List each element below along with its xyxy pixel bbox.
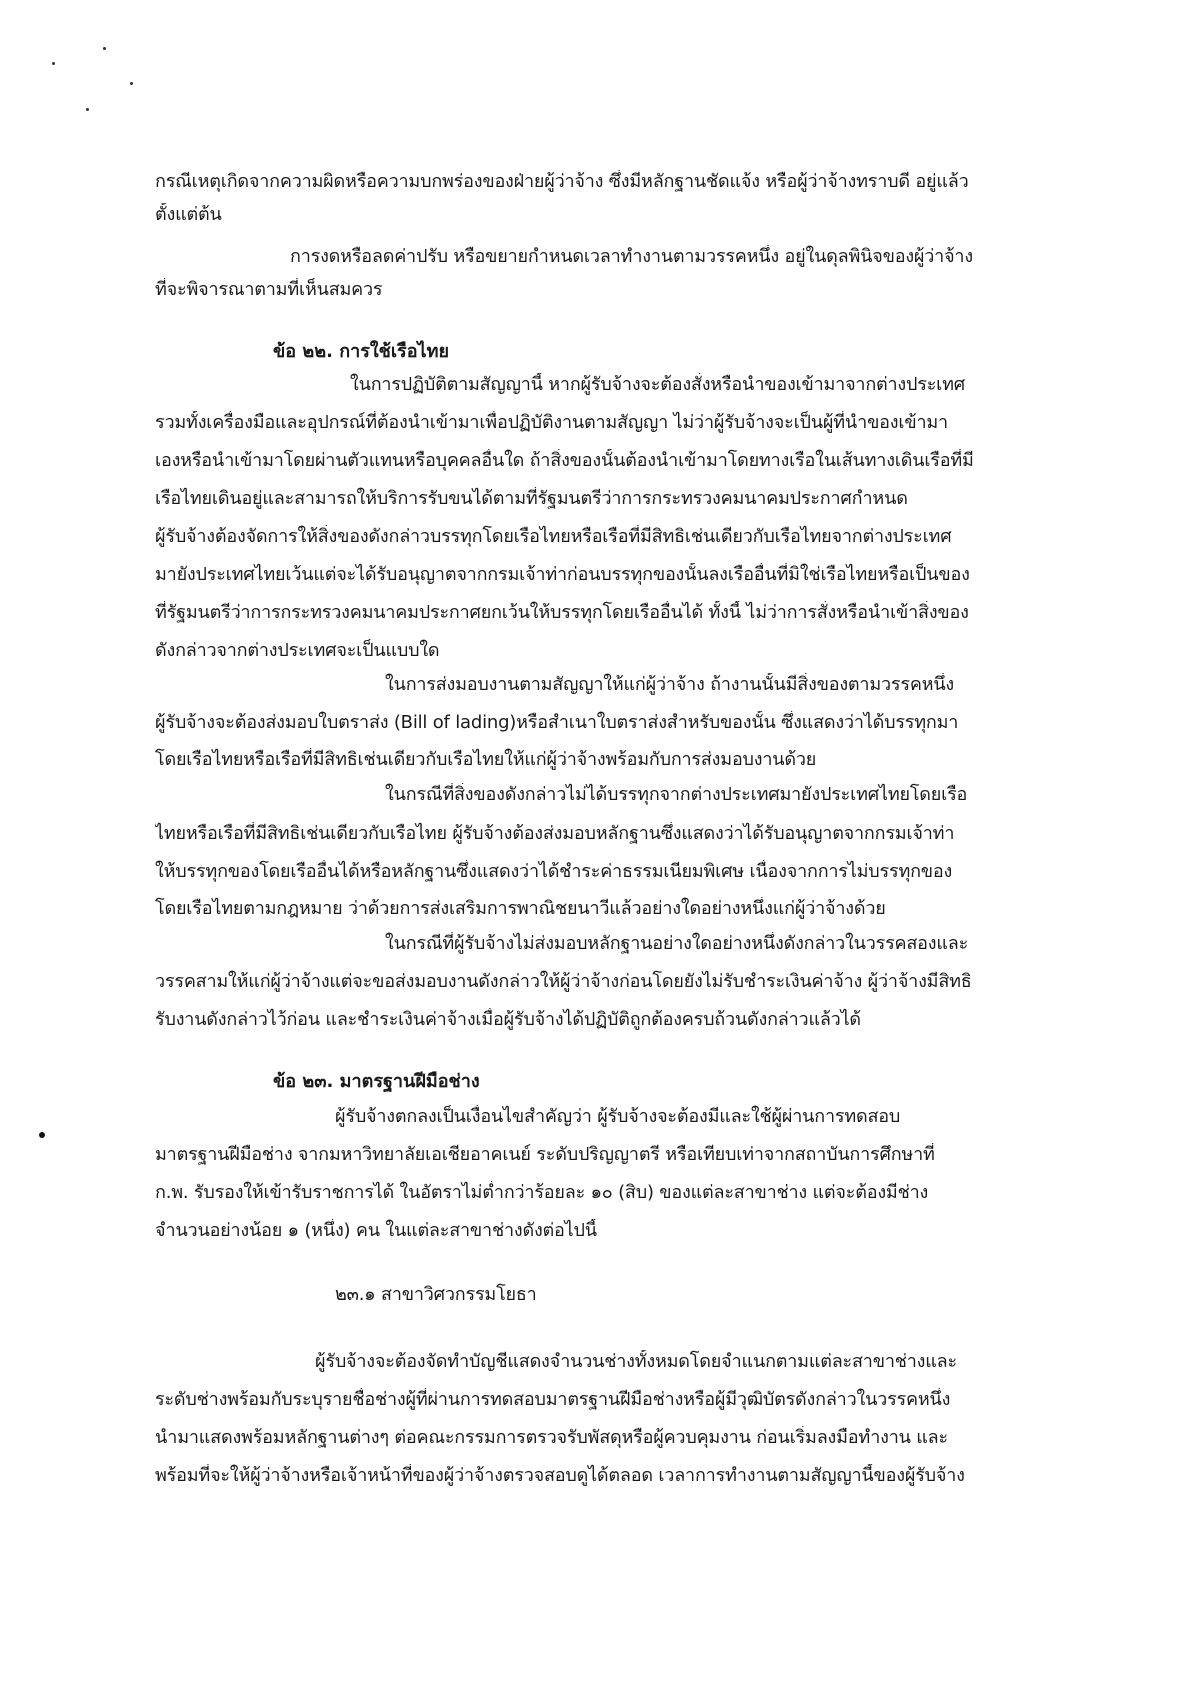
section-23-line: ผู้รับจ้างตกลงเป็นเงื่อนไขสำคัญว่า ผู้รับจ้างจะต้องมีและใช้ผู้ผ่านการทดสอบ bbox=[335, 1106, 901, 1127]
section-23-line: จำนวนอย่างน้อย ๑ (หนึ่ง) คน ในแต่ละสาขาช่างดังต่อไปนี้ bbox=[155, 1220, 597, 1241]
section-23-closing-line: พร้อมที่จะให้ผู้ว่าจ้างหรือเจ้าหน้าที่ของผู้ว่าจ้างตรวจสอบดูได้ตลอด เวลาการทำงานตามสัญญานี้ของผู้รับจ้าง bbox=[155, 1465, 965, 1486]
section-22-line: ในกรณีที่ผู้รับจ้างไม่ส่งมอบหลักฐานอย่างใดอย่างหนึ่งดังกล่าวในวรรคสองและ bbox=[385, 933, 969, 954]
section-23-closing-line: ผู้รับจ้างจะต้องจัดทำบัญชีแสดงจำนวนช่างทั้งหมดโดยจำแนกตามแต่ละสาขาช่างและ bbox=[315, 1351, 957, 1372]
scan-speck bbox=[103, 47, 106, 50]
section-22-line: รับงานดังกล่าวไว้ก่อน และชำระเงินค่าจ้างเมื่อผู้รับจ้างได้ปฏิบัติถูกต้องครบถ้วนดังกล่าวแล้วได้ bbox=[155, 1009, 861, 1030]
section-22-line: มายังประเทศไทยเว้นแต่จะได้รับอนุญาตจากกรมเจ้าท่าก่อนบรรทุกของนั้นลงเรืออื่นที่มิใช่เรือไทยหรือเป็นของ bbox=[155, 564, 970, 585]
section-22-line: ในการปฏิบัติตามสัญญานี้ หากผู้รับจ้างจะต้องสั่งหรือนำของเข้ามาจากต่างประเทศ bbox=[350, 374, 966, 395]
section-22-line: ไทยหรือเรือที่มีสิทธิเช่นเดียวกับเรือไทย ผู้รับจ้างต้องส่งมอบหลักฐานซึ่งแสดงว่าได้รับอนุญาตจากกรมเจ้าท่า bbox=[155, 823, 955, 844]
scan-speck bbox=[86, 108, 89, 111]
scan-speck bbox=[52, 62, 55, 65]
section-23-heading: ข้อ ๒๓. มาตรฐานฝีมือช่าง bbox=[273, 1071, 480, 1092]
section-22-line: วรรคสามให้แก่ผู้ว่าจ้างแต่จะขอส่งมอบงานดังกล่าวให้ผู้ว่าจ้างก่อนโดยยังไม่รับชำระเงินค่าจ้าง ผู้ว่าจ้างมีสิทธิ bbox=[155, 971, 972, 992]
section-22-heading: ข้อ ๒๒. การใช้เรือไทย bbox=[273, 341, 449, 362]
section-22-line: ให้บรรทุกของโดยเรืออื่นได้หรือหลักฐานซึ่งแสดงว่าได้ชำระค่าธรรมเนียมพิเศษ เนื่องจากการไม่บรรทุกของ bbox=[155, 861, 953, 882]
section-22-line: ที่รัฐมนตรีว่าการกระทรวงคมนาคมประกาศยกเว้นให้บรรทุกโดยเรืออื่นได้ ทั้งนี้ ไม่ว่าการสั่งหรือนำเข้าสิ่งของ bbox=[155, 602, 969, 623]
section-23-closing-line: ระดับช่างพร้อมกับระบุรายชื่อช่างผู้ที่ผ่านการทดสอบมาตรฐานฝีมือช่างหรือผู้มีวุฒิบัตรดังกล่าวในวรรคหนึ่ง bbox=[155, 1389, 951, 1410]
section-22-line: ในการส่งมอบงานตามสัญญาให้แก่ผู้ว่าจ้าง ถ้างานนั้นมีสิ่งของตามวรรคหนึ่ง bbox=[385, 674, 955, 695]
intro-line: ตั้งแต่ต้น bbox=[155, 204, 222, 225]
section-22-line: ในกรณีที่สิ่งของดังกล่าวไม่ได้บรรทุกจากต่างประเทศมายังประเทศไทยโดยเรือ bbox=[385, 784, 968, 805]
section-22-line: ผู้รับจ้างต้องจัดการให้สิ่งของดังกล่าวบรรทุกโดยเรือไทยหรือเรือที่มีสิทธิเช่นเดียวกับเรือไทยจากต่างประเทศ bbox=[155, 526, 952, 547]
intro-line: กรณีเหตุเกิดจากความผิดหรือความบกพร่องของฝ่ายผู้ว่าจ้าง ซึ่งมีหลักฐานชัดแจ้ง หรือผู้ว่าจ้างทราบดี อยู่แล้ว bbox=[155, 171, 969, 192]
margin-bullet bbox=[39, 1132, 45, 1138]
section-22-line: รวมทั้งเครื่องมือและอุปกรณ์ที่ต้องนำเข้ามาเพื่อปฏิบัติงานตามสัญญา ไม่ว่าผู้รับจ้างจะเป็นผู้ที่นำของเข้ามา bbox=[155, 412, 948, 433]
section-23-closing-line: นำมาแสดงพร้อมหลักฐานต่างๆ ต่อคณะกรรมการตรวจรับพัสดุหรือผู้ควบคุมงาน ก่อนเริ่มลงมือทำงาน และ bbox=[155, 1427, 948, 1448]
section-22-line: ผู้รับจ้างจะต้องส่งมอบใบตราส่ง (Bill of lading)หรือสำเนาใบตราส่งสำหรับของนั้น ซึ่งแสดงว่าได้บรรทุกมา bbox=[155, 712, 959, 733]
section-23-line: มาตรฐานฝีมือช่าง จากมหาวิทยาลัยเอเชียอาคเนย์ ระดับปริญญาตรี หรือเทียบเท่าจากสถาบันการศึกษาที่ bbox=[155, 1144, 935, 1165]
section-22-line: โดยเรือไทยตามกฎหมาย ว่าด้วยการส่งเสริมการพาณิชยนาวีแล้วอย่างใดอย่างหนึ่งแก่ผู้ว่าจ้างด้วย bbox=[155, 898, 886, 919]
intro-line: การงดหรือลดค่าปรับ หรือขยายกำหนดเวลาทำงานตามวรรคหนึ่ง อยู่ในดุลพินิจของผู้ว่าจ้าง bbox=[290, 246, 973, 267]
section-22-line: เองหรือนำเข้ามาโดยผ่านตัวแทนหรือบุคคลอื่นใด ถ้าสิ่งของนั้นต้องนำเข้ามาโดยทางเรือในเส้นทางเดินเรือที่มี bbox=[155, 450, 974, 471]
section-23-subitem: ๒๓.๑ สาขาวิศวกรรมโยธา bbox=[335, 1284, 537, 1305]
section-23-line: ก.พ. รับรองให้เข้ารับราชการได้ ในอัตราไม่ต่ำกว่าร้อยละ ๑๐ (สิบ) ของแต่ละสาขาช่าง แต่จะต้องมีช่าง bbox=[155, 1182, 929, 1203]
section-22-line: เรือไทยเดินอยู่และสามารถให้บริการรับขนได้ตามที่รัฐมนตรีว่าการกระทรวงคมนาคมประกาศกำหนด bbox=[155, 488, 908, 509]
section-22-line: ดังกล่าวจากต่างประเทศจะเป็นแบบใด bbox=[155, 640, 440, 661]
intro-line: ที่จะพิจารณาตามที่เห็นสมควร bbox=[155, 279, 383, 300]
scan-speck bbox=[130, 82, 133, 85]
section-22-line: โดยเรือไทยหรือเรือที่มีสิทธิเช่นเดียวกับเรือไทยให้แก่ผู้ว่าจ้างพร้อมกับการส่งมอบงานด้วย bbox=[155, 749, 817, 770]
